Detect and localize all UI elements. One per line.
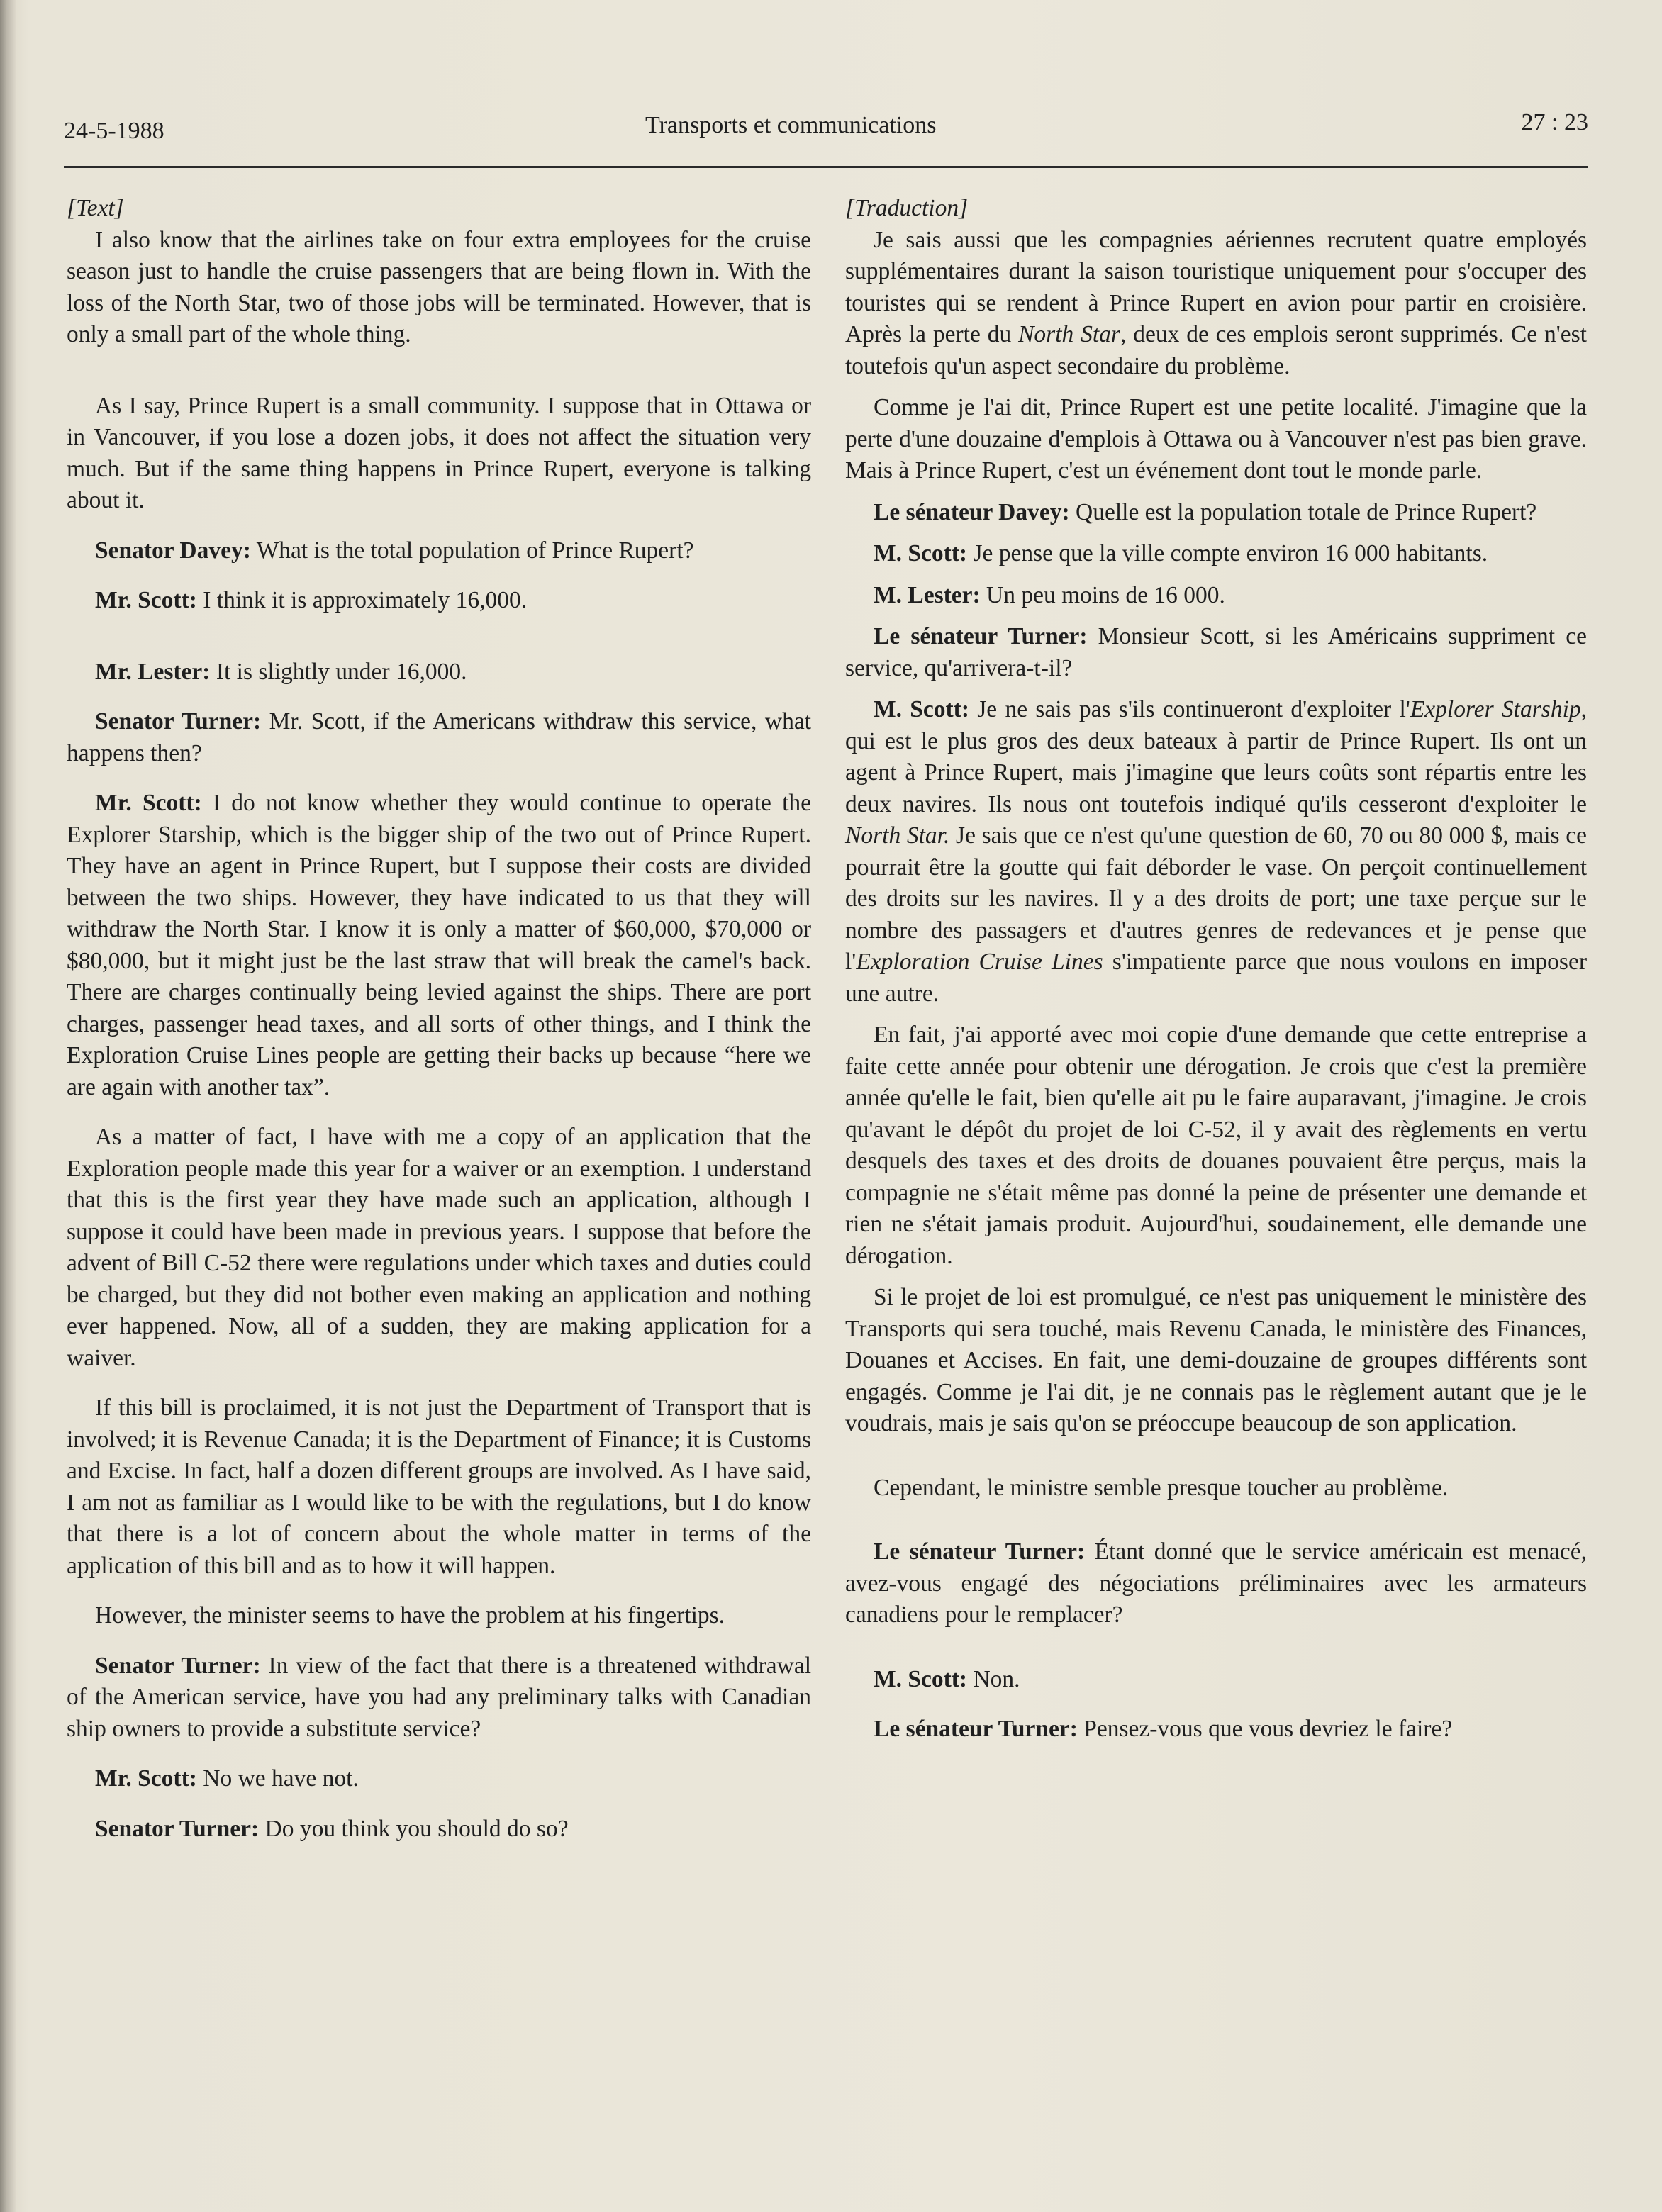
- text-run: Je sais aussi que les compagnies aériennes recrutent quatre employés supplémentaires durant la saison touristique uniquement pour s'occuper des touristes qui se rendent à Prince Rupert en avion pour partir en croisière. Après la perte du: [845, 226, 1587, 347]
- speech-text: Do you think you should do so?: [264, 1815, 569, 1842]
- speech-text: Mr. Scott, if the Americans withdraw this service, what happens then?: [67, 708, 811, 766]
- translation-tag-label: [Traduction]: [845, 195, 969, 221]
- speaker-name: Senator Turner:: [95, 708, 262, 734]
- paragraph: [67, 657, 811, 688]
- speech-text: What is the total population of Prince Rupert?: [256, 537, 694, 564]
- speech-text: No we have not.: [203, 1765, 359, 1792]
- header-date: 24-5-1988: [64, 118, 164, 144]
- header-page-number: 27 : 23: [1521, 109, 1588, 135]
- paragraph: [845, 225, 1587, 383]
- speech-text: I do not know whether they would continue to operate the Explorer Starship, which is the bigger ship of the two out of Prince Rupert. They have an agent in Prince Rupert, but I suppose their costs are divided between the two ships. However, they have indicated to us that they will withdraw the North Star. I know it is only a matter of $60,000, $70,000 or $80,000, but it might just be the last straw that will break the camel's back. There are charges continually being levied against the ships. There are port charges, passenger head taxes, and all sorts of other things, and I think the Exploration Cruise Lines people are getting their backs up because “here we are again with another tax”.: [67, 790, 811, 1100]
- paragraph: [845, 1664, 1587, 1696]
- speech-text: In view of the fact that there is a threatened withdrawal of the American service, have you had any preliminary talks with Canadian ship owners to provide a substitute service?: [67, 1652, 811, 1742]
- paragraph: [845, 1536, 1587, 1631]
- paragraph: [67, 585, 811, 617]
- speaker-name: Mr. Scott:: [95, 790, 202, 816]
- text-run: s'impatiente parce que nous voulons en imposer une autre.: [845, 949, 1587, 1007]
- paragraph: However, the minister seems to have the problem at his fingertips.: [95, 1602, 725, 1629]
- speech-text: Pensez-vous que vous devriez le faire?: [1083, 1716, 1453, 1742]
- speech-text: I think it is approximately 16,000.: [203, 587, 528, 613]
- paragraph: [67, 1763, 811, 1795]
- speaker-name: Senator Davey:: [95, 537, 251, 564]
- paragraph: As a matter of fact, I have with me a copy of an application that the Exploration people made this year for a waiver or an exemption. I understand that this is the first year they have made such an application, although I suppose it could have been made in previous years. I suppose that before the advent of Bill C-52 there were regulations under which taxes and duties could be charged, but they did not bother even making an application and nothing ever happened. Now, all of a sudden, they are making application for a waiver.: [67, 1124, 811, 1371]
- speaker-name: Mr. Scott:: [95, 587, 197, 613]
- paragraph: [845, 694, 1587, 1010]
- paragraph: As I say, Prince Rupert is a small community. I suppose that in Ottawa or in Vancouver, if you lose a dozen jobs, it does not affect the situation very much. But if the same thing happens in Prince Rupert, everyone is talking about it.: [67, 392, 811, 513]
- paragraph: Cependant, le ministre semble presque toucher au problème.: [874, 1474, 1449, 1501]
- french-column: [845, 193, 1587, 1745]
- text-tag-label: [Text]: [67, 195, 124, 221]
- speaker-name: M. Scott:: [874, 696, 969, 722]
- paragraph: [67, 788, 811, 1103]
- translation-tag: [845, 193, 1587, 225]
- speaker-name: M. Scott:: [874, 540, 968, 566]
- paragraph: [845, 580, 1587, 612]
- speaker-name: M. Scott:: [874, 1665, 968, 1692]
- speech-text: Étant donné que le service américain est menacé, avez-vous engagé des négociations préliminaires avec les armateurs canadiens pour le remplacer?: [845, 1538, 1587, 1628]
- speech-text: Monsieur Scott, si les Américains suppriment ce service, qu'arrivera-t-il?: [845, 623, 1588, 681]
- paragraph: En fait, j'ai apporté avec moi copie d'une demande que cette entreprise a faite cette année pour obtenir une dérogation. Je crois que c'est la première année qu'elle le fait, bien qu'elle ait pu le faire auparavant, j'imagine. Je crois qu'avant le dépôt du projet de loi C-52, il y avait des règlements en vertu desquels des taxes et des droits de douanes pouvaient être perçus, mais la compagnie ne s'était même pas donné la peine de présenter une demande et rien ne s'était jamais produit. Aujourd'hui, soudainement, elle demande une dérogation.: [845, 1022, 1587, 1269]
- paragraph: [67, 1650, 811, 1745]
- speech-text: Quelle est la population totale de Prince Rupert?: [1076, 498, 1537, 525]
- text-run: Je sais que ce n'est qu'une question de 60, 70 ou 80 000 $, mais ce pourrait être la goutte qui fait déborder le vase. On perçoit continuellement des droits sur les navires. Il y a des droits de port; une taxe perçue sur le nombre des passagers et d'autres genres de redevances et je pense que l': [845, 822, 1587, 975]
- italic-title: Explorer Starship: [1410, 696, 1581, 722]
- header-title: Transports et communications: [645, 112, 937, 138]
- speech-text: Je pense que la ville compte environ 16 000 habitants.: [973, 540, 1488, 566]
- paragraph: Si le projet de loi est promulgué, ce n'est pas uniquement le ministère des Transports qui sera touché, mais Revenu Canada, le ministère des Finances, Douanes et Accises. En fait, une demi-douzaine de groupes différents sont engagés. Comme je l'ai dit, je ne connais pas le règlement autant que je le voudrais, mais je sais qu'on se préoccupe beaucoup de son application.: [845, 1284, 1587, 1436]
- speaker-name: Le sénateur Turner:: [874, 623, 1088, 649]
- paragraph: [67, 706, 811, 769]
- speaker-name: Le sénateur Davey:: [874, 498, 1070, 525]
- speaker-name: Le sénateur Turner:: [874, 1538, 1086, 1565]
- paragraph: [845, 621, 1587, 684]
- italic-title: North Star.: [845, 822, 950, 849]
- speech-text: Un peu moins de 16 000.: [986, 581, 1225, 608]
- paragraph: Comme je l'ai dit, Prince Rupert est une petite localité. J'imagine que la perte d'une douzaine d'emplois à Ottawa ou à Vancouver n'est pas bien grave. Mais à Prince Rupert, c'est un événement dont tout le monde parle.: [845, 394, 1587, 484]
- speech-text: Non.: [973, 1665, 1020, 1692]
- speaker-name: Le sénateur Turner:: [874, 1716, 1078, 1742]
- english-column: [67, 193, 811, 1845]
- speaker-name: Senator Turner:: [95, 1815, 260, 1842]
- italic-title: Exploration Cruise Lines: [856, 949, 1103, 975]
- paragraph: [845, 1714, 1587, 1745]
- paragraph: [845, 538, 1587, 570]
- speaker-name: Mr. Scott:: [95, 1765, 197, 1792]
- text-run: , deux de ces emplois seront supprimés. Ce n'est toutefois qu'un aspect secondaire du problème.: [845, 321, 1587, 379]
- speaker-name: Senator Turner:: [95, 1652, 261, 1679]
- paragraph: I also know that the airlines take on four extra employees for the cruise season just to handle the cruise passengers that are being flown in. With the loss of the North Star, two of those jobs will be terminated. However, that is only a small part of the whole thing.: [67, 226, 811, 347]
- paragraph: [845, 497, 1587, 529]
- page-header: [64, 106, 1588, 168]
- italic-title: North Star: [1018, 321, 1120, 347]
- text-run: Je ne sais pas s'ils continueront d'exploiter l': [977, 696, 1410, 722]
- text-tag: [67, 193, 811, 225]
- speaker-name: Mr. Lester:: [95, 658, 211, 685]
- page-binding-shadow: [0, 0, 16, 2212]
- text-run: , qui est le plus gros des deux bateaux à partir de Prince Rupert. Ils ont un agent à Prince Rupert, mais j'imagine que leurs coûts sont répartis entre les deux navires. Ils nous ont toutefois indiqué qu'ils cesseront d'exploiter le: [845, 696, 1588, 817]
- speech-text: It is slightly under 16,000.: [216, 658, 467, 685]
- paragraph: If this bill is proclaimed, it is not just the Department of Transport that is involved; it is Revenue Canada; it is the Department of Finance; it is Customs and Excise. In fact, half a dozen different groups are involved. As I have said, I am not as familiar as I would like to be with the regulations, but I do know that there is a lot of concern about the whole matter in terms of the application of this bill and as to how it will happen.: [67, 1395, 811, 1579]
- speaker-name: M. Lester:: [874, 581, 981, 608]
- paragraph: [67, 535, 811, 567]
- paragraph: [67, 1814, 811, 1845]
